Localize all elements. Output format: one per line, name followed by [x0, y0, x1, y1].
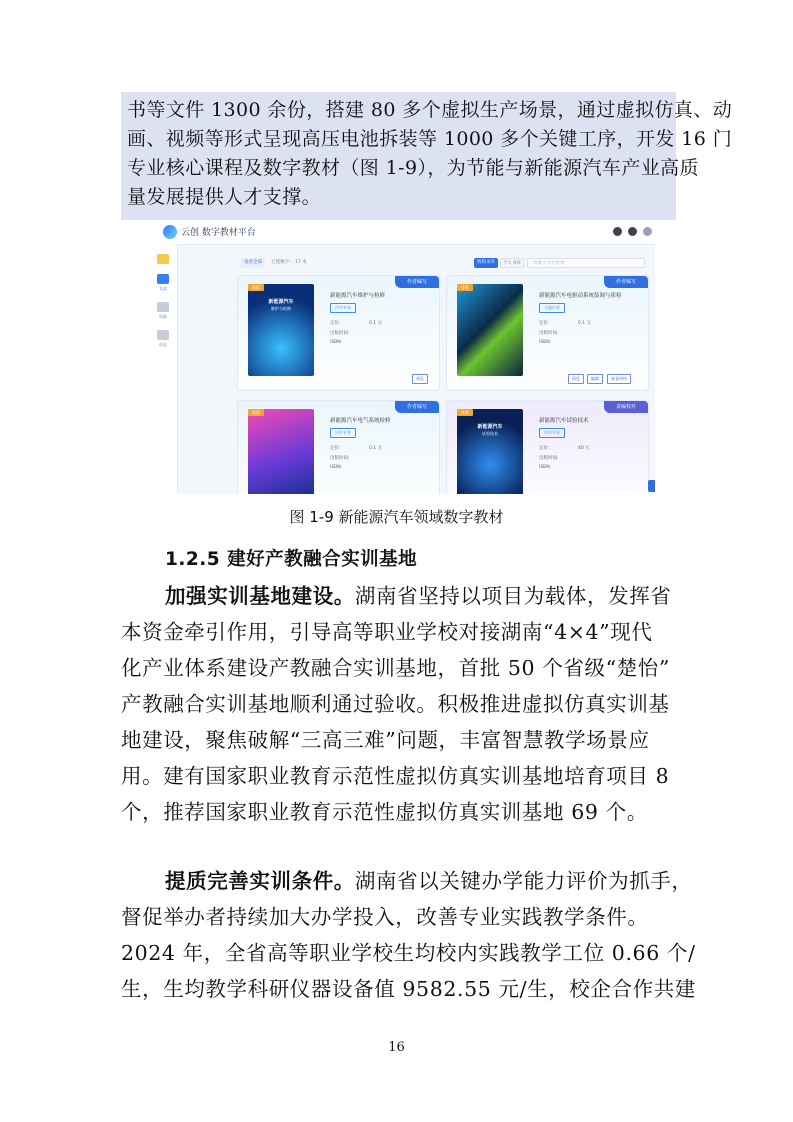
intro-line: 画、视频等形式呈现高压电池拆装等 1000 多个关键工序，开发 16 门 [127, 128, 733, 150]
paragraph-text: 湖南省以关键办学能力评价为抓手， [354, 869, 693, 893]
user-icon[interactable] [643, 227, 652, 236]
paragraph-line: 督促举办者持续加大办学投入，改善专业实践教学条件。 [121, 905, 649, 929]
book-card[interactable] [237, 400, 440, 494]
help-icon[interactable] [628, 227, 637, 236]
cover-title: 新能源汽车 [268, 299, 294, 305]
avatar[interactable] [157, 254, 169, 264]
card-tag: 作者编写 [604, 276, 648, 288]
sidebar-item-bookshelf[interactable]: 书架 [159, 286, 167, 291]
preview-button[interactable]: 预览 [568, 374, 584, 384]
paragraph-line [121, 863, 693, 899]
book-cover[interactable] [248, 409, 314, 494]
search-input[interactable]: 请输入书名检索 [527, 258, 645, 268]
book-name[interactable]: 新能源汽车试验技术 [539, 418, 589, 424]
cover-title: 新能源汽车 [477, 424, 503, 430]
section-heading: 1.2.5 建好产教融合实训基地 [165, 549, 418, 570]
resource-icon[interactable] [157, 302, 169, 312]
price-label: 定价： [330, 446, 344, 451]
paragraph-training-base [121, 578, 681, 830]
publish-date-label: 出版时间: [539, 456, 559, 461]
price-value: 40 元 [578, 446, 590, 451]
figure-caption: 图 1-9 新能源汽车领域数字教材 [289, 508, 504, 526]
float-tab-icon[interactable] [648, 480, 655, 492]
role-tag: 评审专家 [330, 428, 356, 438]
price-label: 定价： [539, 321, 553, 326]
price-value: 0.1 元 [578, 321, 592, 326]
book-card[interactable] [237, 275, 440, 391]
activity-icon[interactable] [157, 330, 169, 340]
price-label: 定价： [539, 446, 553, 451]
figure-screenshot [149, 220, 655, 494]
isbn-label: ISBN: [330, 340, 343, 345]
paragraph-lead: 提质完善实训条件。 [165, 869, 355, 893]
paragraph-line: 本资金牵引作用，引导高等职业学校对接湖南“4×4”现代 [121, 620, 653, 644]
home-icon[interactable] [613, 227, 622, 236]
paragraph-training-conditions [121, 863, 696, 1007]
intro-line: 专业核心课程及数字教材（图 1-9），为节能与新能源汽车产业高质 [127, 157, 699, 179]
platform-brand: 云创 数字教材平台 [181, 228, 256, 238]
tab-org-library[interactable]: 机构书库 [474, 258, 498, 268]
card-tag: 责编校对 [604, 401, 648, 413]
view-review-button[interactable]: 查看审核 [607, 374, 631, 384]
paragraph-lead: 加强实训基地建设。 [165, 584, 355, 608]
selected-count: 已选数字： 17 本 [271, 260, 307, 265]
paragraph-line [121, 578, 681, 614]
paragraph-text: 湖南省坚持以项目为载体，发挥省 [354, 584, 672, 608]
price-label: 定价： [330, 321, 344, 326]
platform-topbar [149, 220, 655, 245]
preview-button[interactable]: 预览 [412, 374, 428, 384]
paragraph-line: 个，推荐国家职业教育示范性虚拟仿真实训基地 69 个。 [121, 800, 648, 824]
intro-line: 书等文件 1300 余份，搭建 80 多个虚拟生产场景，通过虚拟仿真、动 [127, 99, 733, 121]
status-badge: 排版 [457, 284, 473, 291]
paragraph-line: 2024 年，全省高等职业学校生均校内实践教学工位 0.66 个/ [121, 941, 696, 965]
publish-date-label: 出版时间: [330, 456, 350, 461]
isbn-label: ISBN: [539, 340, 552, 345]
price-value: 0.1 元 [369, 446, 383, 451]
role-tag: 评审专家 [330, 303, 356, 313]
book-name[interactable]: 新能源汽车维护与检修 [330, 293, 386, 299]
book-cover[interactable] [457, 409, 523, 494]
paragraph-line: 化产业体系建设产教融合实训基地，首批 50 个省级“楚怡” [121, 656, 670, 680]
tab-personal-library[interactable]: 个人书库 [500, 258, 524, 268]
status-badge: 排版 [248, 409, 264, 416]
paragraph-line: 生，生均教学科研仪器设备值 9582.55 元/生，校企合作共建 [121, 977, 696, 1001]
book-name[interactable]: 新能源汽车电气系统检修 [330, 418, 391, 424]
platform-sidebar [149, 244, 178, 494]
role-tag: 评审专家 [539, 428, 565, 438]
cover-subtitle: 试验技术 [482, 431, 498, 436]
book-cover[interactable] [457, 284, 523, 376]
status-badge: 排版 [248, 284, 264, 291]
book-card[interactable] [446, 275, 649, 391]
sidebar-item-activity[interactable]: 动态 [159, 342, 167, 347]
paragraph-line: 用。建有国家职业教育示范性虚拟仿真实训基地培育项目 8 [121, 764, 670, 788]
isbn-label: ISBN: [539, 465, 552, 470]
filter-all-button[interactable]: 查看全部 [241, 258, 265, 268]
status-badge: 排版 [457, 409, 473, 416]
sidebar-item-resource[interactable]: 资源 [159, 314, 167, 319]
platform-logo-icon [163, 225, 177, 239]
intro-line: 量发展提供人才支撑。 [127, 186, 322, 208]
page-number: 16 [388, 1040, 405, 1055]
card-tag: 作者编写 [395, 276, 439, 288]
paragraph-line: 地建设，聚焦破解“三高三难”问题，丰富智慧教学场景应 [121, 728, 650, 752]
cover-subtitle: 维护与检修 [271, 306, 291, 311]
intro-highlight [121, 92, 733, 220]
paragraph-line: 产教融合实训基地顺利通过验收。积极推进虚拟仿真实训基 [121, 692, 670, 716]
publish-date-label: 出版时间: [330, 331, 350, 336]
book-card[interactable] [446, 400, 649, 494]
card-tag: 作者编写 [395, 401, 439, 413]
bookshelf-icon[interactable] [157, 274, 169, 284]
isbn-label: ISBN: [330, 465, 343, 470]
book-cover[interactable] [248, 284, 314, 376]
edit-button[interactable]: 编辑 [587, 374, 603, 384]
publish-date-label: 出版时间: [539, 331, 559, 336]
price-value: 0.1 元 [369, 321, 383, 326]
role-tag: 主编作者 [539, 303, 565, 313]
book-name[interactable]: 新能源汽车电驱动系统装调与质检 [539, 293, 622, 299]
